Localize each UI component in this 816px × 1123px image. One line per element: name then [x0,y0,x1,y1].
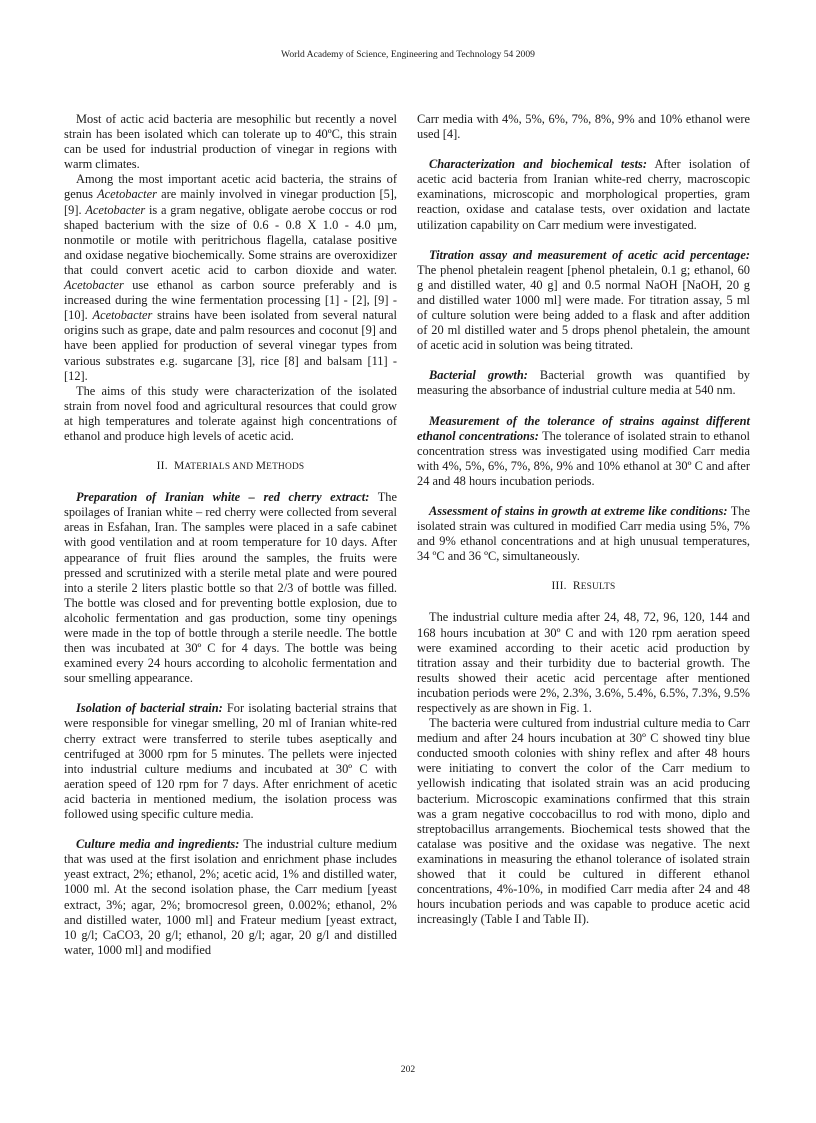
extreme-conditions-paragraph: Assessment of stains in growth at extreme like conditions: The isolated strain was cultured in modified Carr media using 5%, 7% and 9% ethanol concentrations and at high unusual temperatures, 34 ºC and 36 ºC, simultaneously. [417,503,750,564]
culture-media-continuation: Carr media with 4%, 5%, 6%, 7%, 8%, 9% and 10% ethanol were used [4]. [417,112,750,142]
bacterial-growth-paragraph: Bacterial growth: Bacterial growth was quantified by measuring the absorbance of industrial culture media at 540 nm. [417,368,751,398]
intro-paragraph-3: The aims of this study were characterization of the isolated strain from novel food and agricultural resources that could grow at high temperatures and tolerate against high concentrations of ethanol and produce high levels of acetic acid. [64,383,397,443]
results-paragraph-2: The bacteria were cultured from industrial culture media to Carr medium and after 24 hours incubation at 30º C showed tiny blue conducted smooth colonies with shiny reflex and after 48 hours were initiating to convert the color of the Carr medium to yellowish indicating that isolated strain was an acid producing bacterium. Microscopic examinations confirmed that this strain was a gram negative coccobacillus to rod with mono, diplo and streptobacillus arrangements. Biochemical tests showed that the catalase was positive and the oxidase was negative. The next examinations in measuring the ethanol tolerance of isolated strain showed that it could be cultured in different ethanol concentrations, 4%-10%, in modified Carr media after 24 and 48 hours incubation periods and was capable to produce acetic acid increasingly (Table I and Table II). [417,716,750,927]
section-heading-materials-methods: II. MATERIALS AND METHODS [156,460,305,473]
page-number: 202 [400,1064,416,1075]
intro-paragraph-1: Most of actic acid bacteria are mesophilic but recently a novel strain has been isolated which can tolerate up to 40ºC, this strain can be used for industrial production of vinegar in regions with warm climates. [64,112,397,172]
left-column [64,112,397,958]
right-column [417,112,750,927]
ethanol-tolerance-paragraph: Measurement of the tolerance of strains against different ethanol concentrations: The tolerance of isolated strain to ethanol concentration stress was investigated using modified Carr media with 4%, 5%, 6%, 7%, 8%, 9% and 10% ethanol at 30º C and after 24 and 48 hours incubation periods. [417,413,750,488]
culture-media-paragraph: Culture media and ingredients: The industrial culture medium that was used at the first isolation and enrichment phase includes yeast extract, 2%; ethanol, 2%; acetic acid, 1% and distilled water, 1000 ml. At the second isolation phase, the Carr medium [yeast extract, 3%; agar, 2%; bromocresol green, 0.002%; ethanol, 2% and distilled water, 1000 ml] and Frateur medium [yeast extract, 10 g/l; CaCO3, 20 g/l; ethanol, 20 g/l; agar, 20 g/l and distilled water, 1000 ml] and modified [64,837,397,957]
intro-paragraph-2: Among the most important acetic acid bacteria, the strains of genus Acetobacter are mainly involved in vinegar production [5], [9]. Acetobacter is a gram negative, obligate aerobe coccus or rod shaped bacterium with the size of 0.6 - 0.8 X 1.0 - 4.0 µm, nonmotile or motile with peritrichous flagella, catalase positive and oxidase negative biochemically. Some strains are overoxidizer that could convert acetic acid to carbon dioxide and water. Acetobacter use ethanol as carbon source preferably and is increased during the wine fermentation processing [1] - [2], [9] - [10]. Acetobacter strains have been isolated from several natural origins such as grape, date and palm resources and coconut [9] and have been applied for production of several vinegar types from various substrates e.g. sugarcane [3], rice [8] and balsam [11] - [12]. [64,172,397,383]
characterization-paragraph: Characterization and biochemical tests: After isolation of acetic acid bacteria from Iranian white-red cherry, macroscopic examinations, microscopic and morphological properties, gram reaction, oxidase and catalase tests, over oxidation and lactate utilization capability on Carr medium were investigated. [417,157,750,232]
results-paragraph-1: The industrial culture media after 24, 48, 72, 96, 120, 144 and 168 hours incubation at 30º C and with 120 rpm aeration speed were examined according to their acetic acid production by titration assay and their turbidity due to bacterial growth. The results showed their acetic acid percentage after mentioned incubation periods were 2%, 2.3%, 3.6%, 5.4%, 6.5%, 7.3%, 9.5% respectively as are shown in Fig. 1. [417,610,750,715]
running-header: World Academy of Science, Engineering and Technology 54 2009 [281,49,535,60]
isolation-paragraph: Isolation of bacterial strain: For isolating bacterial strains that were responsible for vinegar smelling, 20 ml of Iranian white-red cherry extract were transferred to sterile tubes aseptically and centrifuged at 3000 rpm for 5 minutes. The pellets were injected into industrial culture mediums and incubated at 30º C with aeration speed of 120 rpm for 7 days. After enrichment of acetic acid bacteria in mentioned medium, the isolation process was followed using specific culture media. [64,701,397,822]
titration-paragraph: Titration assay and measurement of acetic acid percentage: The phenol phetalein reagent [phenol phetalein, 0.1 g; ethanol, 60 g and distilled water, 40 g] and 0.5 normal NaOH [NaOH, 20 g and distilled water 1000 ml] were made. For titration assay, 5 ml of culture solution were being added to a flask and after addition of 20 ml distilled water and 5 drops phenol phetalein, the amount of acetic acid in solution was being titrated. [417,247,750,353]
preparation-paragraph: Preparation of Iranian white – red cherry extract: The spoilages of Iranian white – red cherry were collected from several areas in Esfahan, Iran. The samples were placed in a safe cabinet with good ventilation and at room temperature for 10 days. After appearance of fruit flies around the samples, the fruits were pressed and scrutinized with a sterile metal plate and were poured into a sterile 2 liters plastic bottle so that 2/3 of bottle was filled. The bottle was closed and for preventing bottle explosion, due to alcoholic fermentation and gas production, some tiny openings were made in the top of bottle through a sterile needle. The bottle then was incubated at 30º C for 4 days. The bottle was being examined every 24 hours according to alcoholic fermentation and sour smelling appearance. [64,490,398,686]
section-heading-results: III. RESULTS [551,580,616,593]
